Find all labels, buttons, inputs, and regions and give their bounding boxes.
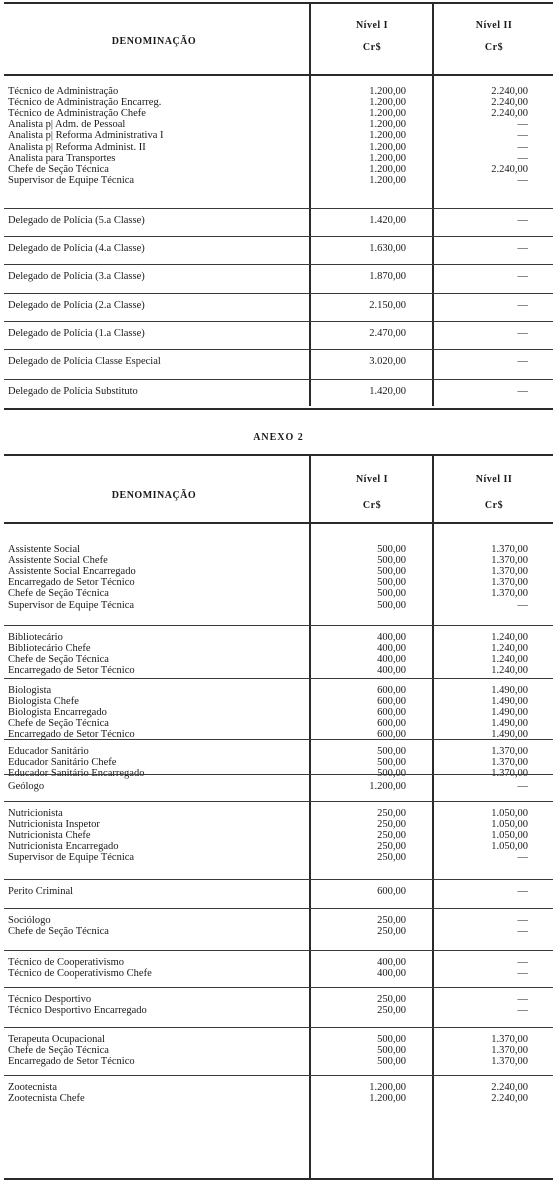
- row-nivel-2-value: —: [517, 968, 528, 980]
- row-nivel-2-value: 1.050,00: [491, 830, 528, 842]
- row-nivel-1-value: 1.420,00: [369, 386, 406, 397]
- bottom-rule: [4, 408, 553, 410]
- group-separator: [4, 264, 553, 265]
- row-nivel-1-value: 500,00: [377, 555, 406, 567]
- row-nivel-1-value: 500,00: [377, 577, 406, 589]
- table-row: [4, 300, 553, 311]
- row-nivel-1-value: 1.200,00: [369, 86, 406, 97]
- row-denominacao: Técnico de Cooperativismo Chefe: [8, 968, 152, 980]
- column-divider-1: [309, 4, 311, 406]
- row-nivel-1-value: 250,00: [377, 994, 406, 1005]
- group-separator: [4, 349, 553, 350]
- row-nivel-2-value: 1.490,00: [491, 729, 528, 741]
- row-nivel-2-value: —: [517, 781, 528, 792]
- table-row: [4, 746, 553, 757]
- row-denominacao: Biologista Chefe: [8, 696, 79, 708]
- table-row: [4, 215, 553, 226]
- table-row: [4, 1045, 553, 1056]
- group-separator: [4, 678, 553, 679]
- row-nivel-1-value: 2.150,00: [369, 300, 406, 311]
- row-nivel-1-value: 400,00: [377, 968, 406, 980]
- group-separator: [4, 1075, 553, 1076]
- group-separator: [4, 987, 553, 988]
- row-nivel-1-value: 1.420,00: [369, 215, 406, 226]
- table-row: [4, 1005, 553, 1016]
- row-denominacao: Nutricionista Inspetor: [8, 819, 100, 831]
- row-nivel-2-value: 1.370,00: [491, 544, 528, 555]
- top-rule: [4, 454, 553, 456]
- table-row: [4, 153, 553, 164]
- row-denominacao: Delegado de Polícia (5.a Classe): [8, 215, 145, 226]
- row-denominacao: Analista p| Reforma Administrativa I: [8, 130, 164, 142]
- group-separator: [4, 908, 553, 909]
- table-row: [4, 819, 553, 830]
- table-row: [4, 566, 553, 577]
- row-nivel-2-value: —: [517, 994, 528, 1005]
- row-nivel-1-value: 500,00: [377, 544, 406, 555]
- row-nivel-2-value: 1.370,00: [491, 566, 528, 578]
- row-denominacao: Técnico Desportivo Encarregado: [8, 1005, 147, 1017]
- row-denominacao: Analista para Transportes: [8, 152, 116, 164]
- row-denominacao: Assistente Social Encarregado: [8, 566, 136, 578]
- header-nivel-1-unit: Cr$: [362, 500, 382, 511]
- row-denominacao: Delegado de Polícia Substituto: [8, 386, 138, 397]
- header-nivel-1: Nível I: [355, 20, 389, 31]
- group-separator: [4, 950, 553, 951]
- row-nivel-2-value: —: [517, 386, 528, 397]
- table-row: [4, 1056, 553, 1067]
- annex-title: ANEXO 2: [253, 432, 304, 443]
- row-nivel-2-value: —: [517, 300, 528, 311]
- row-nivel-1-value: 400,00: [377, 632, 406, 643]
- row-nivel-1-value: 250,00: [377, 830, 406, 842]
- row-nivel-1-value: 250,00: [377, 1005, 406, 1017]
- table-row: [4, 119, 553, 130]
- row-denominacao: Delegado de Polícia Classe Especial: [8, 356, 161, 367]
- row-nivel-2-value: 1.370,00: [491, 768, 528, 780]
- table-row: [4, 886, 553, 897]
- row-nivel-2-value: —: [517, 141, 528, 153]
- row-denominacao: Bibliotecário Chefe: [8, 643, 91, 655]
- row-nivel-1-value: 400,00: [377, 957, 406, 968]
- row-denominacao: Educador Sanitário Chefe: [8, 757, 117, 769]
- row-denominacao: Bibliotecário: [8, 632, 63, 643]
- row-nivel-2-value: 1.370,00: [491, 746, 528, 757]
- row-nivel-2-value: 1.370,00: [491, 588, 528, 600]
- row-denominacao: Chefe de Seção Técnica: [8, 163, 109, 175]
- table-row: [4, 142, 553, 153]
- table-row: [4, 1082, 553, 1093]
- row-nivel-2-value: —: [517, 915, 528, 926]
- row-nivel-1-value: 600,00: [377, 729, 406, 741]
- row-nivel-2-value: —: [517, 356, 528, 367]
- row-nivel-2-value: —: [517, 599, 528, 611]
- row-nivel-1-value: 1.200,00: [369, 781, 406, 792]
- group-separator: [4, 293, 553, 294]
- row-nivel-1-value: 1.630,00: [369, 243, 406, 254]
- row-nivel-2-value: 1.050,00: [491, 808, 528, 819]
- group-separator: [4, 774, 553, 775]
- row-nivel-1-value: 500,00: [377, 588, 406, 600]
- row-denominacao: Encarregado de Setor Técnico: [8, 1056, 135, 1068]
- row-nivel-1-value: 400,00: [377, 643, 406, 655]
- table-row: [4, 915, 553, 926]
- row-nivel-1-value: 500,00: [377, 768, 406, 780]
- row-nivel-2-value: 1.240,00: [491, 654, 528, 666]
- table-row: [4, 781, 553, 792]
- row-nivel-1-value: 1.200,00: [369, 130, 406, 142]
- table-row: [4, 588, 553, 599]
- table-row: [4, 175, 553, 186]
- row-denominacao: Encarregado de Setor Técnico: [8, 577, 135, 589]
- group-separator: [4, 625, 553, 626]
- row-nivel-2-value: 1.370,00: [491, 1045, 528, 1057]
- group-separator: [4, 879, 553, 880]
- row-nivel-2-value: —: [517, 886, 528, 897]
- row-nivel-2-value: —: [517, 130, 528, 142]
- group-separator: [4, 801, 553, 802]
- row-nivel-1-value: 400,00: [377, 665, 406, 677]
- row-denominacao: Chefe de Seção Técnica: [8, 588, 109, 600]
- table-row: [4, 600, 553, 611]
- row-nivel-2-value: 2.240,00: [491, 86, 528, 97]
- table-row: [4, 707, 553, 718]
- table-row: [4, 555, 553, 566]
- group-separator: [4, 739, 553, 740]
- table-row: [4, 808, 553, 819]
- row-nivel-1-value: 1.200,00: [369, 163, 406, 175]
- row-nivel-1-value: 600,00: [377, 696, 406, 708]
- row-nivel-2-value: 1.370,00: [491, 1034, 528, 1045]
- table-row: [4, 86, 553, 97]
- column-divider-2: [432, 4, 434, 406]
- row-nivel-2-value: —: [517, 1005, 528, 1017]
- salary-table-1: [4, 0, 553, 412]
- header-denominacao: DENOMINAÇÃO: [111, 490, 197, 501]
- row-denominacao: Nutricionista: [8, 808, 63, 819]
- row-denominacao: Zootecnista Chefe: [8, 1093, 85, 1105]
- group-separator: [4, 208, 553, 209]
- table-row: [4, 718, 553, 729]
- table-row: [4, 356, 553, 367]
- row-denominacao: Técnico de Administração Encarreg.: [8, 97, 162, 109]
- row-nivel-2-value: 1.370,00: [491, 555, 528, 567]
- row-nivel-1-value: 500,00: [377, 746, 406, 757]
- top-rule: [4, 2, 553, 4]
- header-nivel-2: Nível II: [475, 20, 513, 31]
- row-denominacao: Técnico de Administração Chefe: [8, 108, 146, 120]
- row-nivel-2-value: —: [517, 271, 528, 282]
- group-separator: [4, 236, 553, 237]
- row-denominacao: Técnico Desportivo: [8, 994, 92, 1005]
- row-nivel-2-value: 1.050,00: [491, 819, 528, 831]
- row-denominacao: Perito Criminal: [8, 886, 74, 897]
- row-nivel-2-value: 1.370,00: [491, 577, 528, 589]
- row-nivel-2-value: —: [517, 174, 528, 186]
- row-nivel-2-value: 2.240,00: [491, 1082, 528, 1093]
- table-row: [4, 685, 553, 696]
- row-nivel-1-value: 600,00: [377, 886, 406, 897]
- row-denominacao: Educador Sanitário: [8, 746, 89, 757]
- row-nivel-2-value: —: [517, 119, 528, 131]
- row-nivel-1-value: 600,00: [377, 718, 406, 730]
- row-nivel-2-value: 2.240,00: [491, 97, 528, 109]
- row-denominacao: Técnico de Administração: [8, 86, 119, 97]
- table-row: [4, 1093, 553, 1104]
- row-denominacao: Nutricionista Chefe: [8, 830, 91, 842]
- table-row: [4, 130, 553, 141]
- row-nivel-2-value: 1.490,00: [491, 707, 528, 719]
- table-row: [4, 544, 553, 555]
- header-nivel-2-unit: Cr$: [484, 500, 504, 511]
- table-row: [4, 386, 553, 397]
- row-nivel-1-value: 250,00: [377, 852, 406, 864]
- table-row: [4, 1034, 553, 1045]
- row-nivel-1-value: 1.200,00: [369, 108, 406, 120]
- table-row: [4, 968, 553, 979]
- row-nivel-1-value: 1.200,00: [369, 1082, 406, 1093]
- table-row: [4, 830, 553, 841]
- table-row: [4, 841, 553, 852]
- row-nivel-1-value: 250,00: [377, 915, 406, 926]
- row-nivel-2-value: 1.490,00: [491, 696, 528, 708]
- row-denominacao: Encarregado de Setor Técnico: [8, 665, 135, 677]
- salary-table-2: [4, 452, 553, 1184]
- row-denominacao: Biologista: [8, 685, 52, 696]
- row-nivel-1-value: 500,00: [377, 757, 406, 769]
- row-nivel-2-value: —: [517, 215, 528, 226]
- row-denominacao: Supervisor de Equipe Técnica: [8, 174, 135, 186]
- row-nivel-2-value: —: [517, 957, 528, 968]
- row-denominacao: Delegado de Polícia (3.a Classe): [8, 271, 145, 282]
- row-nivel-1-value: 1.200,00: [369, 152, 406, 164]
- row-nivel-1-value: 500,00: [377, 599, 406, 611]
- header-nivel-2-unit: Cr$: [484, 42, 504, 53]
- row-nivel-1-value: 250,00: [377, 808, 406, 819]
- row-nivel-2-value: —: [517, 852, 528, 864]
- row-nivel-1-value: 1.200,00: [369, 141, 406, 153]
- row-denominacao: Supervisor de Equipe Técnica: [8, 599, 135, 611]
- row-denominacao: Delegado de Polícia (4.a Classe): [8, 243, 145, 254]
- row-nivel-2-value: —: [517, 152, 528, 164]
- row-denominacao: Delegado de Polícia (1.a Classe): [8, 328, 145, 339]
- header-rule: [4, 522, 553, 524]
- table-row: [4, 696, 553, 707]
- table-row: [4, 108, 553, 119]
- table-row: [4, 654, 553, 665]
- table-row: [4, 271, 553, 282]
- row-nivel-1-value: 2.470,00: [369, 328, 406, 339]
- row-nivel-2-value: 1.050,00: [491, 841, 528, 853]
- table-row: [4, 328, 553, 339]
- row-nivel-1-value: 1.200,00: [369, 174, 406, 186]
- group-separator: [4, 321, 553, 322]
- table-row: [4, 577, 553, 588]
- table-row: [4, 957, 553, 968]
- row-denominacao: Analista p| Reforma Administ. II: [8, 141, 146, 153]
- row-nivel-1-value: 1.200,00: [369, 1093, 406, 1105]
- row-nivel-2-value: 1.240,00: [491, 643, 528, 655]
- row-denominacao: Supervisor de Equipe Técnica: [8, 852, 135, 864]
- table-row: [4, 243, 553, 254]
- group-separator: [4, 379, 553, 380]
- row-nivel-2-value: 1.240,00: [491, 632, 528, 643]
- row-nivel-1-value: 3.020,00: [369, 356, 406, 367]
- header-rule: [4, 74, 553, 76]
- row-nivel-1-value: 600,00: [377, 707, 406, 719]
- row-nivel-2-value: 2.240,00: [491, 1093, 528, 1105]
- row-nivel-1-value: 500,00: [377, 1056, 406, 1068]
- row-nivel-2-value: —: [517, 328, 528, 339]
- row-denominacao: Geólogo: [8, 781, 45, 792]
- table-row: [4, 994, 553, 1005]
- row-denominacao: Educador Sanitário Encarregado: [8, 768, 145, 780]
- row-denominacao: Delegado de Polícia (2.a Classe): [8, 300, 145, 311]
- row-denominacao: Sociólogo: [8, 915, 51, 926]
- row-nivel-2-value: 1.490,00: [491, 718, 528, 730]
- row-nivel-1-value: 500,00: [377, 566, 406, 578]
- row-nivel-2-value: 1.370,00: [491, 1056, 528, 1068]
- row-nivel-2-value: 2.240,00: [491, 108, 528, 120]
- row-denominacao: Analista p| Adm. de Pessoal: [8, 119, 126, 131]
- row-nivel-2-value: 1.370,00: [491, 757, 528, 769]
- row-denominacao: Chefe de Seção Técnica: [8, 654, 109, 666]
- row-nivel-1-value: 1.200,00: [369, 97, 406, 109]
- header-nivel-1: Nível I: [355, 474, 389, 485]
- row-nivel-2-value: 2.240,00: [491, 163, 528, 175]
- table-row: [4, 757, 553, 768]
- table-row: [4, 632, 553, 643]
- table-row: [4, 926, 553, 937]
- header-nivel-1-unit: Cr$: [362, 42, 382, 53]
- row-denominacao: Biologista Encarregado: [8, 707, 107, 719]
- table-row: [4, 643, 553, 654]
- row-nivel-1-value: 250,00: [377, 926, 406, 938]
- row-nivel-2-value: —: [517, 926, 528, 938]
- bottom-rule: [4, 1178, 553, 1180]
- row-nivel-1-value: 1.200,00: [369, 119, 406, 131]
- row-denominacao: Assistente Social Chefe: [8, 555, 108, 567]
- header-denominacao: DENOMINAÇÃO: [111, 36, 197, 47]
- row-denominacao: Zootecnista: [8, 1082, 57, 1093]
- group-separator: [4, 1027, 553, 1028]
- row-nivel-1-value: 600,00: [377, 685, 406, 696]
- row-denominacao: Nutricionista Encarregado: [8, 841, 119, 853]
- row-nivel-1-value: 500,00: [377, 1045, 406, 1057]
- row-nivel-1-value: 1.870,00: [369, 271, 406, 282]
- header-nivel-2: Nível II: [475, 474, 513, 485]
- row-nivel-1-value: 400,00: [377, 654, 406, 666]
- row-nivel-1-value: 250,00: [377, 841, 406, 853]
- row-nivel-2-value: —: [517, 243, 528, 254]
- row-nivel-2-value: 1.240,00: [491, 665, 528, 677]
- row-nivel-1-value: 500,00: [377, 1034, 406, 1045]
- table-row: [4, 164, 553, 175]
- row-denominacao: Técnico de Cooperativismo: [8, 957, 125, 968]
- row-nivel-1-value: 250,00: [377, 819, 406, 831]
- table-row: [4, 97, 553, 108]
- row-denominacao: Encarregado de Setor Técnico: [8, 729, 135, 741]
- row-denominacao: Chefe de Seção Técnica: [8, 1045, 109, 1057]
- row-denominacao: Chefe de Seção Técnica: [8, 926, 109, 938]
- row-denominacao: Terapeuta Ocupacional: [8, 1034, 105, 1045]
- table-row: [4, 665, 553, 676]
- row-nivel-2-value: 1.490,00: [491, 685, 528, 696]
- row-denominacao: Assistente Social: [8, 544, 81, 555]
- row-denominacao: Chefe de Seção Técnica: [8, 718, 109, 730]
- table-row: [4, 852, 553, 863]
